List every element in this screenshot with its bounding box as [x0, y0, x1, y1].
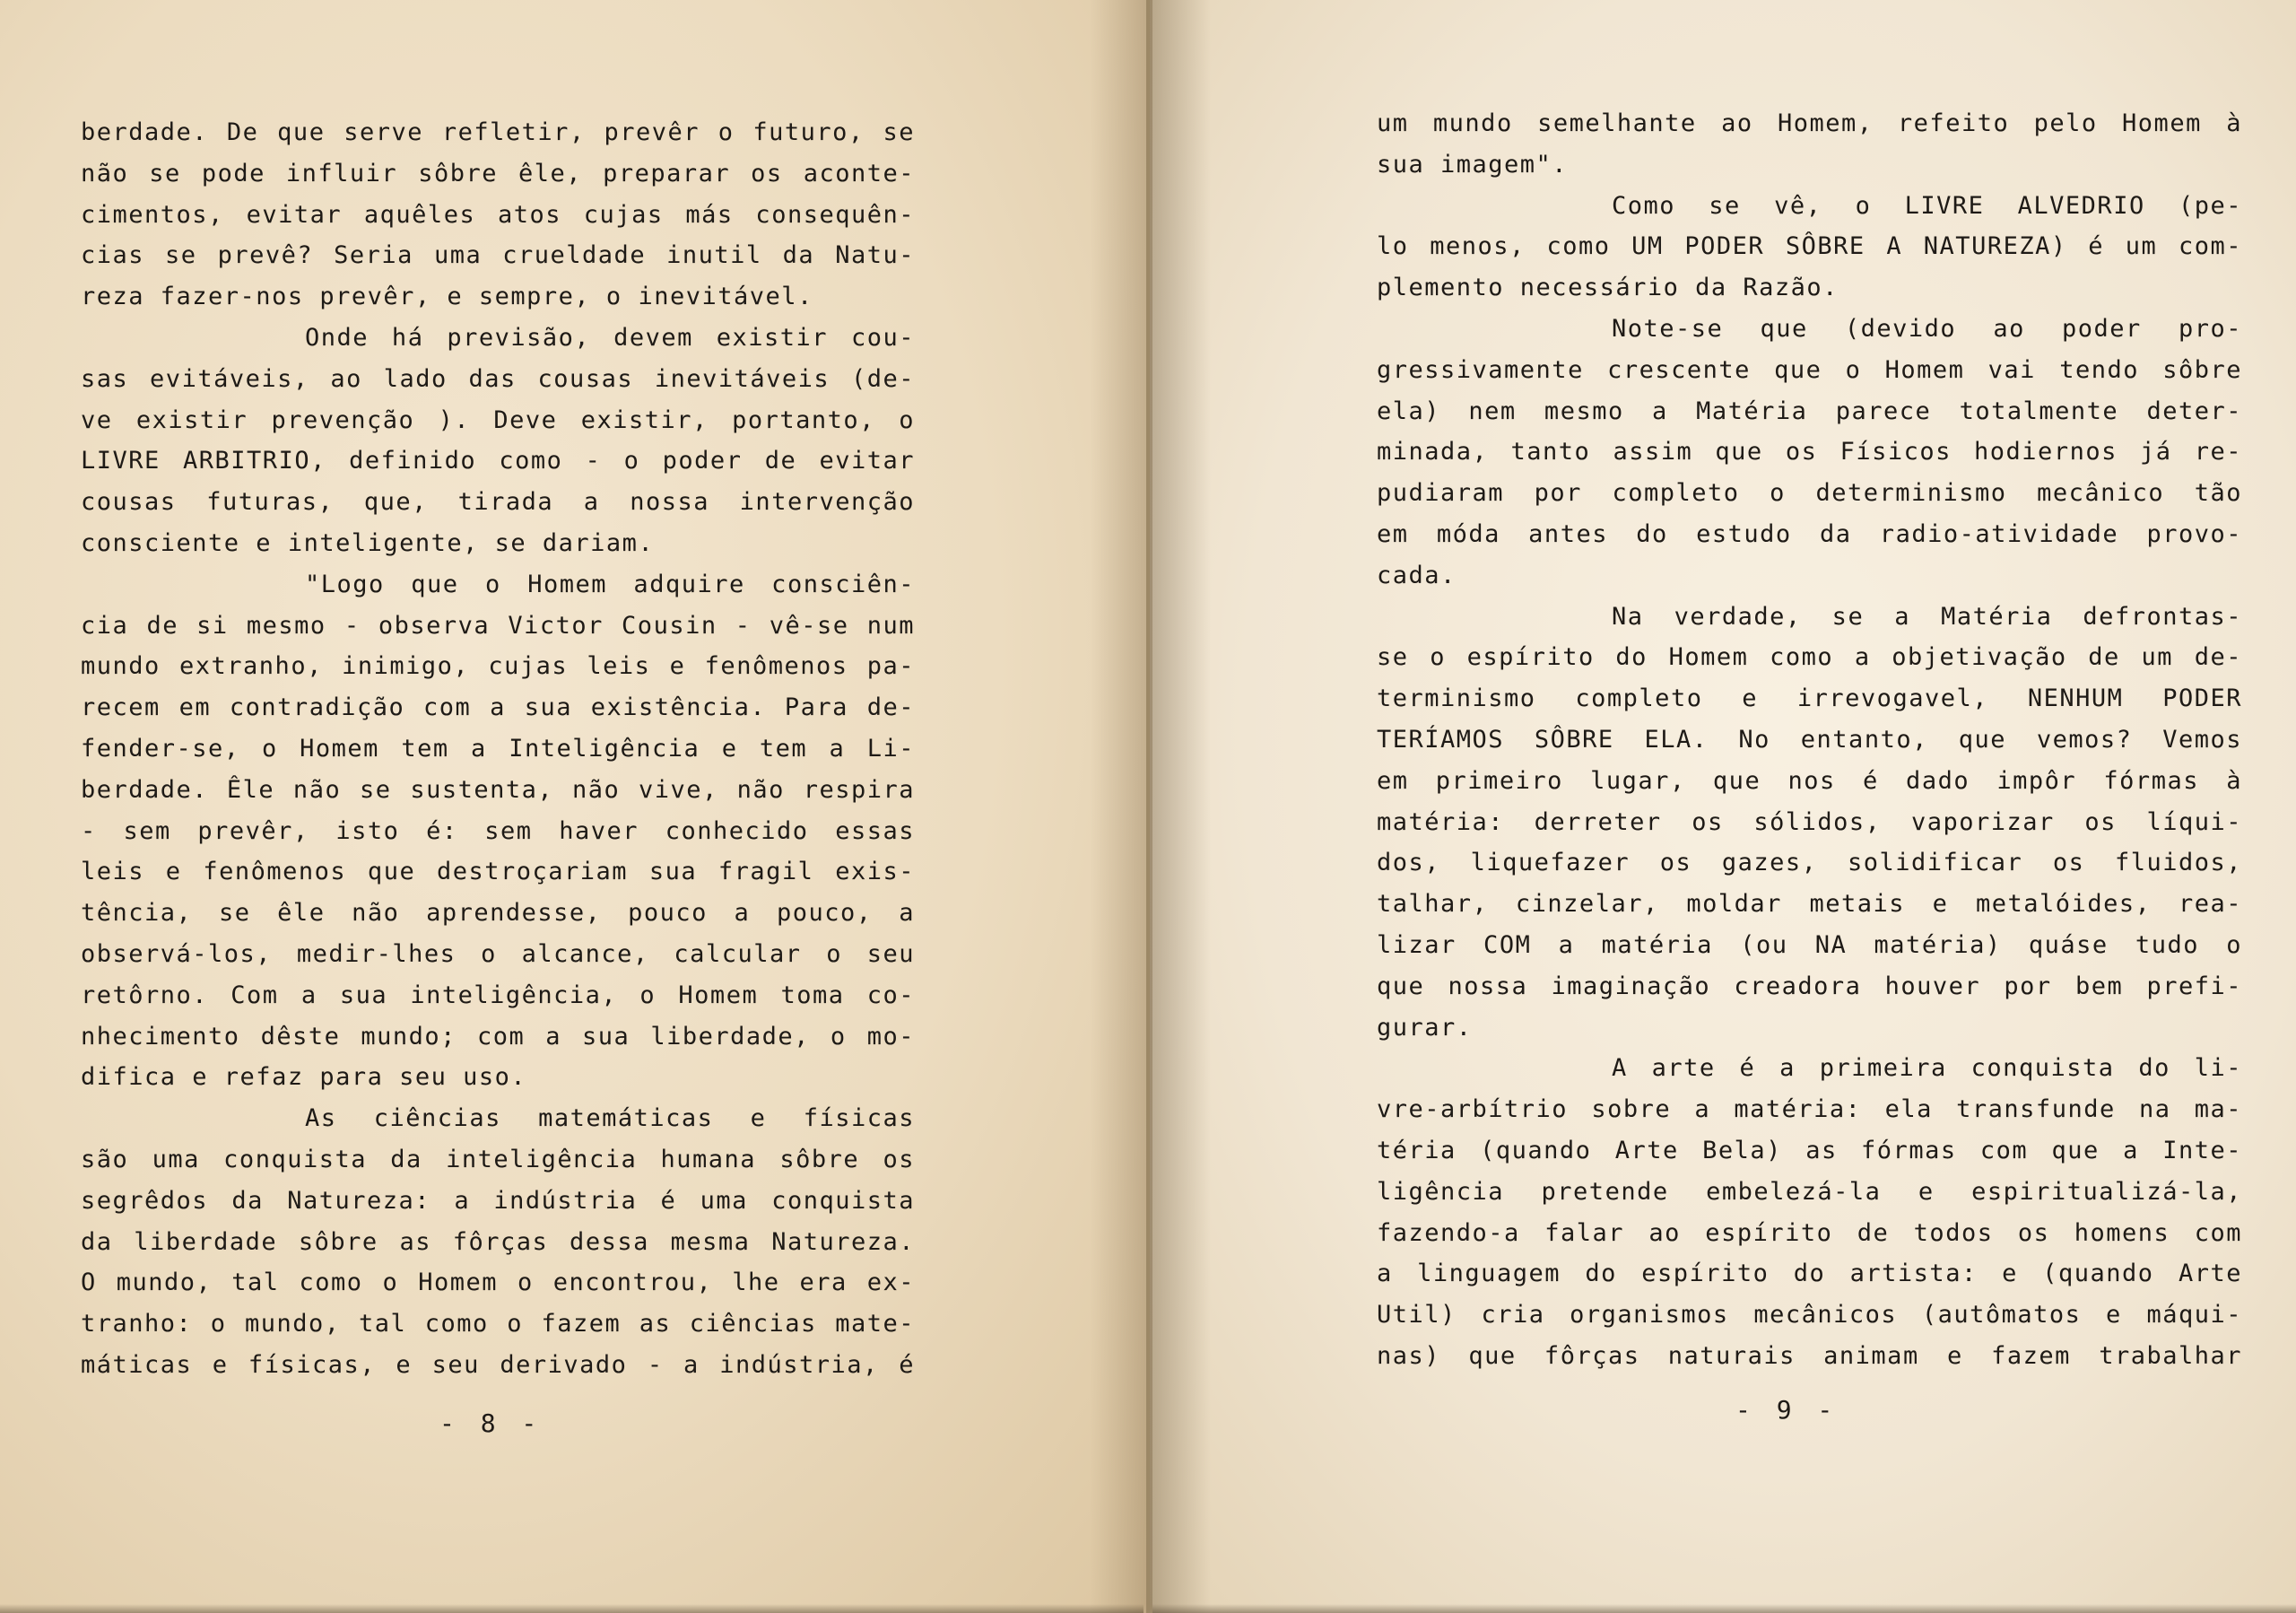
text-line: matéria: derreter os sólidos, vaporizar os líqui-	[1377, 807, 2242, 836]
text-line: observá-los, medir-lhes o alcance, calcular o seu	[81, 940, 915, 968]
text-line: gressivamente crescente que o Homem vai tendo sôbre	[1377, 355, 2242, 384]
text-line: plemento necessário da Razão.	[1377, 274, 1839, 302]
text-line: talhar, cinzelar, moldar metais e metalóides, rea-	[1377, 890, 2242, 919]
text-line: téria (quando Arte Bela) as fórmas com que a Inte-	[1377, 1137, 2242, 1164]
text-line: nas) que fôrças naturais animam e fazem trabalhar	[1377, 1342, 2242, 1370]
text-line: fender-se, o Homem tem a Inteligência e tem a Li-	[81, 735, 915, 763]
text-line: As ciências matemáticas e físicas	[305, 1104, 915, 1133]
text-line: um mundo semelhante ao Homem, refeito pelo Homem à	[1377, 109, 2242, 137]
text-line: da liberdade sôbre as fôrças dessa mesma Natureza.	[81, 1227, 915, 1256]
text-line: fazendo-a falar ao espírito de todos os homens com	[1377, 1218, 2242, 1247]
book-spine	[1146, 0, 1150, 1613]
text-line: cia de si mesmo - observa Victor Cousin - vê-se num	[81, 611, 915, 640]
text-line: cias se prevê? Seria uma crueldade inutil da Natu-	[81, 241, 915, 270]
page-number-left: - 8 -	[439, 1408, 543, 1438]
text-line: LIVRE ARBITRIO, definido como - o poder de evitar	[81, 447, 915, 475]
text-line: não se pode influir sôbre êle, preparar os aconte-	[81, 159, 915, 187]
text-line: que nossa imaginação creadora houver por bem prefi-	[1377, 972, 2242, 1000]
text-line: a linguagem do espírito do artista: e (quando Arte	[1377, 1260, 2242, 1288]
text-line: cousas futuras, que, tirada a nossa intervenção	[81, 488, 915, 517]
text-line: máticas e físicas, e seu derivado - a indústria, é	[81, 1351, 915, 1379]
text-line: reza fazer-nos prevêr, e sempre, o inevitável.	[81, 283, 813, 311]
text-line: pudiaram por completo o determinismo mecânico tão	[1377, 479, 2242, 508]
text-line: tência, se êle não aprendesse, pouco a pouco, a	[81, 899, 915, 928]
text-line: ela) nem mesmo a Matéria parece totalmente deter-	[1377, 397, 2242, 425]
text-line: dos, liquefazer os gazes, solidificar os fluidos,	[1377, 849, 2242, 877]
text-line: nhecimento dêste mundo; com a sua liberdade, o mo-	[81, 1022, 915, 1051]
text-line: lo menos, como UM PODER SÔBRE A NATUREZA) é um com-	[1377, 232, 2242, 261]
text-line: cimentos, evitar aquêles atos cujas más consequên-	[81, 200, 915, 229]
text-line: são uma conquista da inteligência humana sôbre os	[81, 1146, 915, 1173]
text-line: berdade. De que serve refletir, prevêr o futuro, se	[81, 118, 915, 146]
text-line: Onde há previsão, devem existir cou-	[305, 324, 915, 352]
text-line: segrêdos da Natureza: a indústria é uma conquista	[81, 1186, 915, 1215]
page-bottom-edge-left	[0, 1604, 1144, 1613]
text-line: ligência pretende embelezá-la e espiritualizá-la,	[1377, 1177, 2242, 1206]
text-line: vre-arbítrio sobre a matéria: ela transfunde na ma-	[1377, 1095, 2242, 1124]
text-line: lizar COM a matéria (ou NA matéria) quáse tudo o	[1377, 931, 2242, 959]
text-line: Note-se que (devido ao poder pro-	[1612, 315, 2242, 343]
text-line: A arte é a primeira conquista do li-	[1612, 1054, 2242, 1083]
page-number-right: - 9 -	[1735, 1395, 1839, 1425]
text-line: Como se vê, o LIVRE ALVEDRIO (pe-	[1612, 191, 2242, 220]
text-line: terminismo completo e irrevogavel, NENHUM PODER	[1377, 684, 2242, 713]
text-line: sua imagem".	[1377, 150, 1569, 179]
text-line: Util) cria organismos mecânicos (autômatos e máqui-	[1377, 1301, 2242, 1330]
text-line: recem em contradição com a sua existência. Para de-	[81, 693, 915, 722]
text-line: ve existir prevenção ). Deve existir, portanto, o	[81, 405, 915, 434]
page-bottom-edge-right	[1152, 1604, 2296, 1613]
text-line: mundo extranho, inimigo, cujas leis e fenômenos pa-	[81, 652, 915, 681]
text-line: "Logo que o Homem adquire consciên-	[305, 570, 915, 598]
right-page	[1148, 0, 2296, 1613]
text-line: leis e fenômenos que destroçariam sua fragil exis-	[81, 858, 915, 886]
text-line: Na verdade, se a Matéria defrontas-	[1612, 602, 2242, 631]
text-line: O mundo, tal como o Homem o encontrou, lhe era ex-	[81, 1269, 915, 1297]
text-line: cada.	[1377, 561, 1457, 589]
text-line: minada, tanto assim que os Físicos hodiernos já re-	[1377, 438, 2242, 466]
text-line: gurar.	[1377, 1013, 1473, 1042]
text-line: tranho: o mundo, tal como o fazem as ciências mate-	[81, 1310, 915, 1338]
text-line: se o espírito do Homem como a objetivação de um de-	[1377, 643, 2242, 672]
text-line: difica e refaz para seu uso.	[81, 1063, 527, 1092]
text-line: retôrno. Com a sua inteligência, o Homem toma co-	[81, 981, 915, 1009]
text-line: em primeiro lugar, que nos é dado impôr fórmas à	[1377, 766, 2242, 795]
text-line: - sem prevêr, isto é: sem haver conhecido essas	[81, 816, 915, 845]
text-line: consciente e inteligente, se dariam.	[81, 529, 655, 557]
text-line: berdade. Êle não se sustenta, não vive, não respira	[81, 775, 915, 804]
text-line: TERÍAMOS SÔBRE ELA. No entanto, que vemos? Vemos	[1377, 726, 2242, 754]
text-line: sas evitáveis, ao lado das cousas inevitáveis (de-	[81, 364, 915, 393]
text-line: em móda antes do estudo da radio-atividade provo-	[1377, 520, 2242, 548]
